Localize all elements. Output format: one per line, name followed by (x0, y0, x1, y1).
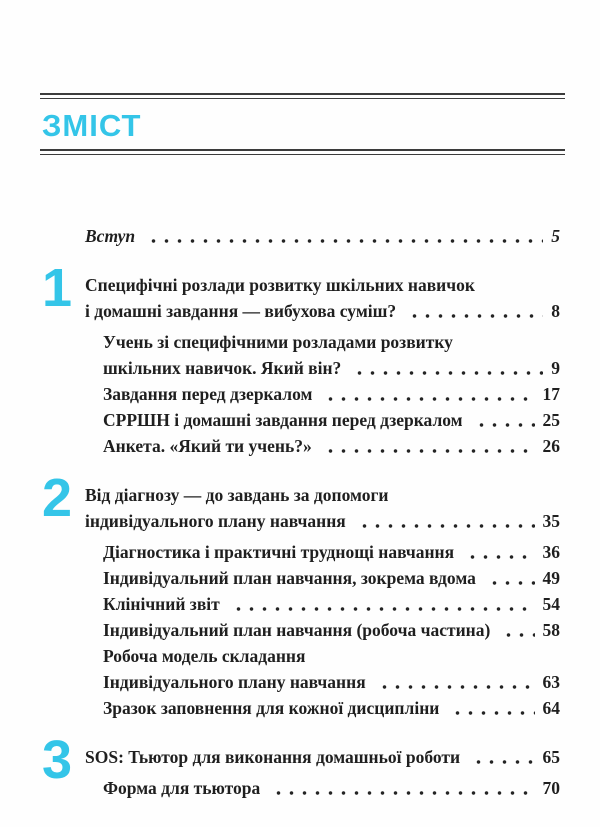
toc-entry-label: Індивідуального плану навчання (103, 672, 366, 692)
section-title-label: SOS: Тьютор для виконання домашньої роботи (85, 747, 461, 767)
page-number: 25 (542, 410, 560, 430)
contents-column (40, 0, 565, 801)
toc-entry-row (103, 695, 565, 721)
page-number: 54 (542, 594, 560, 614)
page-number: 17 (542, 384, 560, 404)
page-number: 8 (551, 301, 560, 321)
page-number: 58 (542, 620, 560, 640)
toc-entry-label: шкільних навичок. Який він? (103, 358, 342, 378)
section-title-row (85, 744, 565, 770)
top-double-rule (40, 93, 565, 99)
toc-entry-label: Діагностика і практичні труднощі навчання (103, 542, 455, 562)
section-title-label: Специфічні розлади розвитку шкільних навичок (85, 275, 475, 295)
dot-leader (473, 407, 535, 433)
page-number: 65 (542, 747, 560, 767)
toc-entry-label: Індивідуальний план навчання (робоча частина) (103, 620, 491, 640)
section-title-row (85, 272, 565, 298)
toc-entry-row (103, 643, 565, 669)
section-title-label: індивідуального плану навчання (85, 511, 346, 531)
dot-leader (351, 355, 543, 381)
toc-entry-row (103, 539, 565, 565)
toc-section (40, 730, 565, 801)
toc-entry-row (103, 433, 565, 459)
toc-entry-row (103, 591, 565, 617)
toc-intro-label: Вступ (85, 226, 136, 246)
toc-entry-label: СРРШН і домашні завдання перед дзеркалом (103, 410, 463, 430)
dot-leader (322, 433, 535, 459)
page-number: 26 (542, 436, 560, 456)
section-title-label: і домашні завдання — вибухова суміш? (85, 301, 397, 321)
dot-leader (322, 381, 534, 407)
page-number: 70 (542, 778, 560, 798)
toc-entry-label: Завдання перед дзеркалом (103, 384, 313, 404)
dot-leader (486, 565, 535, 591)
page-number: 49 (542, 568, 560, 588)
page-title: ЗМІСТ (42, 108, 142, 143)
dot-leader (406, 298, 543, 324)
toc-entry-label: Анкета. «Який ти учень?» (103, 436, 312, 456)
bottom-double-rule (40, 149, 565, 155)
toc-entry-row (103, 775, 565, 801)
dot-leader (145, 223, 543, 249)
section-entries (85, 539, 565, 721)
section-title-row (85, 508, 565, 534)
dot-leader (449, 695, 534, 721)
toc-entry-row (103, 329, 565, 355)
toc-entry-row (103, 381, 565, 407)
dot-leader (356, 508, 535, 534)
section-number: 1 (42, 258, 73, 318)
dot-leader (500, 617, 534, 643)
toc-section (40, 258, 565, 459)
toc-section (40, 468, 565, 721)
toc-entry-label: Робоча модель складання (103, 646, 306, 666)
page-number: 63 (542, 672, 560, 692)
page-number: 35 (542, 511, 560, 531)
dot-leader (470, 744, 534, 770)
toc-entry-row (103, 669, 565, 695)
toc-entry-label: Зразок заповнення для кожної дисципліни (103, 698, 440, 718)
dot-leader (230, 591, 535, 617)
page-number: 64 (542, 698, 560, 718)
section-number: 2 (42, 468, 73, 528)
toc-entry-row (103, 355, 565, 381)
toc-entry-row (103, 617, 565, 643)
section-entries (85, 775, 565, 801)
toc-entry-row (103, 407, 565, 433)
section-title-label: Від діагнозу — до завдань за допомоги (85, 485, 389, 505)
toc-entry-row (103, 565, 565, 591)
toc-entry-label: Індивідуальний план навчання, зокрема вдома (103, 568, 476, 588)
section-title-row (85, 298, 565, 324)
toc-entry-label: Учень зі специфічними розладами розвитку (103, 332, 453, 352)
toc-intro-row (40, 223, 565, 249)
toc-entry-label: Форма для тьютора (103, 778, 261, 798)
toc-entry-label: Клінічний звіт (103, 594, 220, 614)
page-number: 36 (542, 542, 560, 562)
dot-leader (464, 539, 534, 565)
section-entries (85, 329, 565, 459)
page-number: 9 (551, 358, 560, 378)
page-number: 5 (551, 226, 560, 246)
dot-leader (376, 669, 535, 695)
section-title-row (85, 482, 565, 508)
dot-leader (270, 775, 534, 801)
section-number: 3 (42, 730, 73, 790)
toc-list (40, 223, 565, 801)
